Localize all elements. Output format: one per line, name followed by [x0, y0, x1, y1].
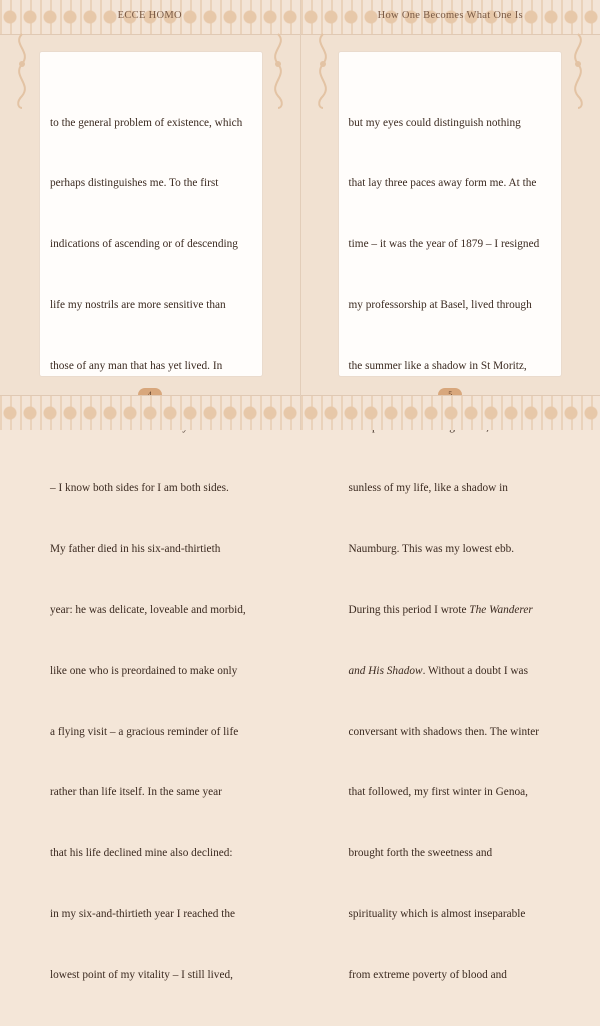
text-line: that followed, my first winter in Genoa,	[349, 782, 559, 802]
text-line: those of any man that has yet lived. In	[50, 356, 260, 376]
text-line: conversant with shadows then. The winter	[349, 722, 559, 742]
right-page-header: How One Becomes What One Is	[301, 10, 600, 21]
text-line: My father died in his six-and-thirtieth	[50, 539, 260, 559]
bottom-ornament-band	[301, 395, 600, 430]
text-line: to the general problem of existence, which	[50, 113, 260, 133]
text-run: During this period I wrote	[349, 604, 470, 616]
text-line: sunless of my life, like a shadow in	[349, 478, 559, 498]
book-spread	[0, 0, 600, 430]
text-line: life my nostrils are more sensitive than	[50, 295, 260, 315]
book-title-italic: The Wanderer	[469, 604, 533, 616]
bottom-ornament-band	[0, 395, 300, 430]
left-text-panel	[40, 52, 262, 376]
right-text-panel	[339, 52, 561, 376]
scroll-ornament-icon	[564, 30, 592, 110]
text-line: spirituality which is almost inseparable	[349, 904, 559, 924]
text-line: rather than life itself. In the same year	[50, 782, 260, 802]
scroll-ornament-icon	[264, 30, 292, 110]
text-run: . Without a doubt I was	[423, 665, 528, 677]
text-line: but my eyes could distinguish nothing	[349, 113, 559, 133]
scroll-ornament-icon	[309, 30, 337, 110]
text-line	[349, 661, 559, 681]
right-page-body	[349, 72, 559, 1026]
text-line: – I know both sides for I am both sides.	[50, 478, 260, 498]
left-page-header: ECCE HOMO	[0, 10, 300, 21]
text-line: brought forth the sweetness and	[349, 843, 559, 863]
text-line: that lay three paces away form me. At the	[349, 173, 559, 193]
text-line: a flying visit – a gracious reminder of life	[50, 722, 260, 742]
text-line: from extreme poverty of blood and	[349, 965, 559, 985]
scroll-ornament-icon	[8, 30, 36, 110]
book-title-italic: and His Shadow	[349, 665, 423, 677]
text-line: that his life declined mine also declined:	[50, 843, 260, 863]
text-line: in my six-and-thirtieth year I reached the	[50, 904, 260, 924]
left-page-body	[50, 72, 260, 1026]
right-page	[301, 0, 600, 430]
text-line: time – it was the year of 1879 – I resigned	[349, 234, 559, 254]
text-line: like one who is preordained to make only	[50, 661, 260, 681]
text-line: perhaps distinguishes me. To the first	[50, 173, 260, 193]
left-page	[0, 0, 301, 430]
text-line	[349, 600, 559, 620]
text-line: Naumburg. This was my lowest ebb.	[349, 539, 559, 559]
text-line: year: he was delicate, loveable and morbid,	[50, 600, 260, 620]
text-line: the summer like a shadow in St Moritz,	[349, 356, 559, 376]
text-line: my professorship at Basel, lived through	[349, 295, 559, 315]
text-line: lowest point of my vitality – I still lived,	[50, 965, 260, 985]
text-line: indications of ascending or of descending	[50, 234, 260, 254]
